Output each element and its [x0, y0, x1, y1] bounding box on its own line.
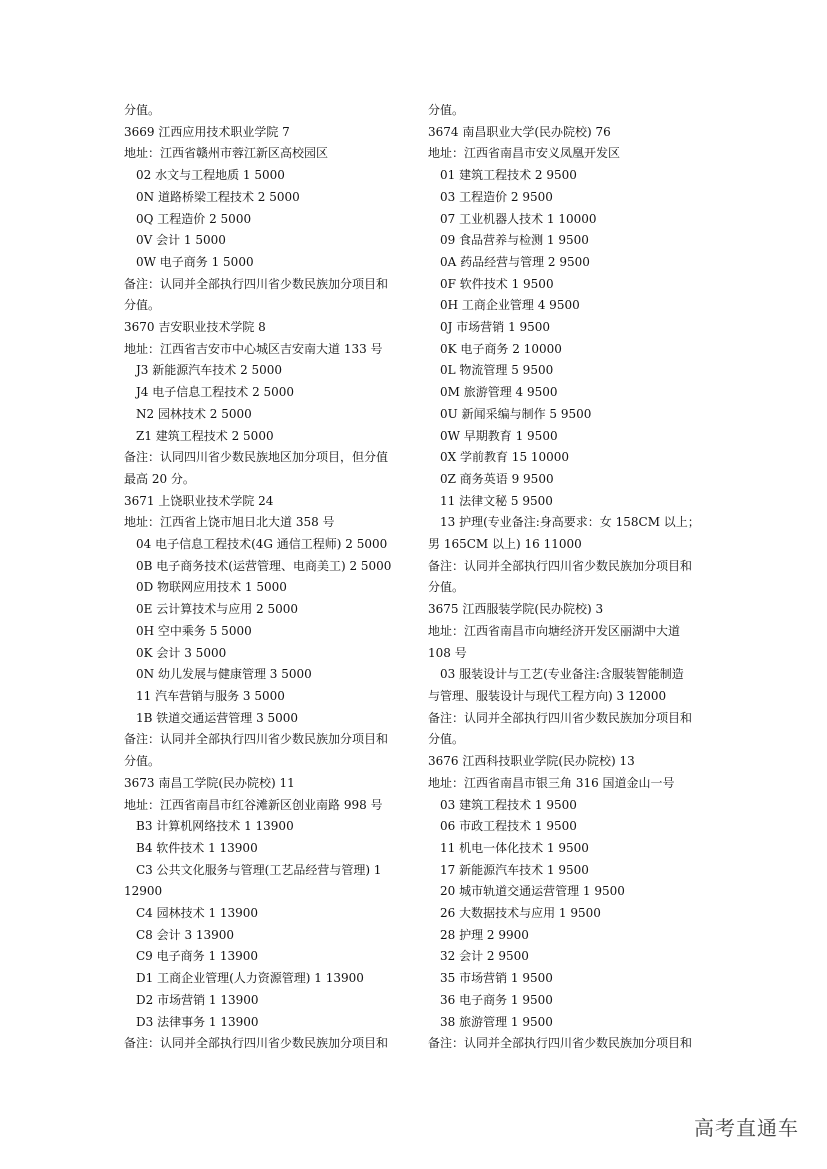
text-line: 0Q 工程造价 2 5000	[136, 211, 252, 226]
text-line: 备注：认同并全部执行四川省少数民族加分项目和	[428, 710, 693, 725]
text-line: 0H 工商企业管理 4 9500	[440, 298, 580, 313]
text-line: 备注：认同并全部执行四川省少数民族加分项目和	[124, 732, 389, 747]
text-line: 3673 南昌工学院(民办院校) 11	[124, 775, 295, 790]
text-line: 07 工业机器人技术 1 10000	[440, 211, 597, 226]
text-line: 3670 吉安职业技术学院 8	[124, 320, 266, 335]
text-line: 0N 幼儿发展与健康管理 3 5000	[136, 667, 312, 682]
text-line: 35 市场营销 1 9500	[440, 971, 553, 986]
text-line: 地址：江西省吉安市中心城区吉安南大道 133 号	[124, 341, 383, 356]
text-line: 0W 早期教育 1 9500	[440, 428, 558, 443]
text-line: 0B 电子商务技术(运营管理、电商美工) 2 5000	[136, 558, 392, 573]
text-line: 0U 新闻采编与制作 5 9500	[440, 406, 592, 421]
text-line: 分值。	[428, 580, 465, 595]
text-line: C4 园林技术 1 13900	[136, 906, 259, 921]
text-line: 11 机电一体化技术 1 9500	[440, 840, 589, 855]
text-line: 0K 电子商务 2 10000	[440, 341, 562, 356]
text-line: Z1 建筑工程技术 2 5000	[136, 428, 274, 443]
text-line: 地址：江西省南昌市银三角 316 国道金山一号	[428, 775, 675, 790]
text-line: 0J 市场营销 1 9500	[440, 320, 551, 335]
text-line: 20 城市轨道交通运营管理 1 9500	[440, 884, 625, 899]
text-line: 0D 物联网应用技术 1 5000	[136, 580, 287, 595]
text-line: 26 大数据技术与应用 1 9500	[440, 906, 601, 921]
text-line: 3674 南昌职业大学(民办院校) 76	[428, 124, 611, 139]
text-line: 分值。	[124, 754, 161, 769]
text-line: 0H 空中乘务 5 5000	[136, 623, 252, 638]
text-line: 3669 江西应用技术职业学院 7	[124, 124, 290, 139]
text-line: N2 园林技术 2 5000	[136, 406, 252, 421]
text-line: 38 旅游管理 1 9500	[440, 1014, 553, 1029]
text-line: 0F 软件技术 1 9500	[440, 276, 554, 291]
text-line: 备注：认同并全部执行四川省少数民族加分项目和	[428, 1036, 693, 1051]
text-line: 01 建筑工程技术 2 9500	[440, 168, 577, 183]
text-line: 地址：江西省南昌市安义凤凰开发区	[428, 146, 621, 161]
text-line: 3676 江西科技职业学院(民办院校) 13	[428, 754, 635, 769]
text-line: 12900	[124, 884, 163, 899]
text-line: 0W 电子商务 1 5000	[136, 254, 254, 269]
text-line: 03 工程造价 2 9500	[440, 189, 553, 204]
text-line: 地址：江西省赣州市蓉江新区高校园区	[124, 146, 329, 161]
text-line: 与管理、服装设计与现代工程方向) 3 12000	[428, 688, 667, 703]
text-line: C3 公共文化服务与管理(工艺品经营与管理) 1	[136, 862, 382, 877]
left-column	[124, 100, 414, 1055]
text-line: D2 市场营销 1 13900	[136, 992, 259, 1007]
text-line: 0N 道路桥梁工程技术 2 5000	[136, 189, 300, 204]
text-line: 0K 会计 3 5000	[136, 645, 227, 660]
text-line: 地址：江西省上饶市旭日北大道 358 号	[124, 515, 335, 530]
text-line: 分值。	[124, 298, 161, 313]
text-line: 3671 上饶职业技术学院 24	[124, 493, 274, 508]
text-line: 备注：认同四川省少数民族地区加分项目，但分值	[124, 450, 389, 465]
text-line: C9 电子商务 1 13900	[136, 949, 259, 964]
text-line: 28 护理 2 9900	[440, 927, 529, 942]
watermark-logo: 高考直通车	[694, 1116, 799, 1140]
text-line: 0X 学前教育 15 10000	[440, 450, 570, 465]
text-line: 0M 旅游管理 4 9500	[440, 385, 558, 400]
text-line: 03 服装设计与工艺(专业备注:含服装智能制造	[440, 667, 684, 682]
text-line: 04 电子信息工程技术(4G 通信工程师) 2 5000	[136, 537, 388, 552]
text-line: 1B 铁道交通运营管理 3 5000	[136, 710, 299, 725]
right-column	[428, 100, 718, 1055]
text-line: 02 水文与工程地质 1 5000	[136, 168, 285, 183]
text-line: 11 法律文秘 5 9500	[440, 493, 553, 508]
text-line: 地址：江西省南昌市向塘经济开发区丽湖中大道	[428, 623, 681, 638]
text-line: 备注：认同并全部执行四川省少数民族加分项目和	[124, 276, 389, 291]
text-line: 地址：江西省南昌市红谷滩新区创业南路 998 号	[124, 797, 383, 812]
text-line: 3675 江西服装学院(民办院校) 3	[428, 602, 604, 617]
text-line: 分值。	[124, 103, 161, 117]
text-line: 09 食品营养与检测 1 9500	[440, 233, 589, 248]
text-line: 0E 云计算技术与应用 2 5000	[136, 602, 299, 617]
text-line: D1 工商企业管理(人力资源管理) 1 13900	[136, 971, 364, 986]
text-line: C8 会计 3 13900	[136, 927, 235, 942]
text-line: 0Z 商务英语 9 9500	[440, 471, 554, 486]
text-line: 0L 物流管理 5 9500	[440, 363, 554, 378]
text-line: 06 市政工程技术 1 9500	[440, 819, 577, 834]
text-line: 0A 药品经营与管理 2 9500	[440, 254, 590, 269]
text-line: 分值。	[428, 103, 465, 117]
text-line: B4 软件技术 1 13900	[136, 840, 258, 855]
text-line: 32 会计 2 9500	[440, 949, 529, 964]
text-line: 17 新能源汽车技术 1 9500	[440, 862, 589, 877]
text-line: J4 电子信息工程技术 2 5000	[136, 385, 295, 400]
text-line: 108 号	[428, 645, 467, 660]
text-line: B3 计算机网络技术 1 13900	[136, 819, 294, 834]
text-line: 备注：认同并全部执行四川省少数民族加分项目和	[428, 558, 693, 573]
text-line: 备注：认同并全部执行四川省少数民族加分项目和	[124, 1036, 389, 1051]
text-line: 13 护理(专业备注:身高要求：女 158CM 以上；	[440, 515, 700, 530]
text-line: 分值。	[428, 732, 465, 747]
text-line: 03 建筑工程技术 1 9500	[440, 797, 577, 812]
text-line: 男 165CM 以上) 16 11000	[428, 537, 582, 552]
text-line: 0V 会计 1 5000	[136, 233, 226, 248]
text-line: 36 电子商务 1 9500	[440, 992, 553, 1007]
text-line: D3 法律事务 1 13900	[136, 1014, 259, 1029]
text-line: 11 汽车营销与服务 3 5000	[136, 688, 285, 703]
text-line: J3 新能源汽车技术 2 5000	[136, 363, 283, 378]
text-line: 最高 20 分。	[124, 471, 195, 486]
